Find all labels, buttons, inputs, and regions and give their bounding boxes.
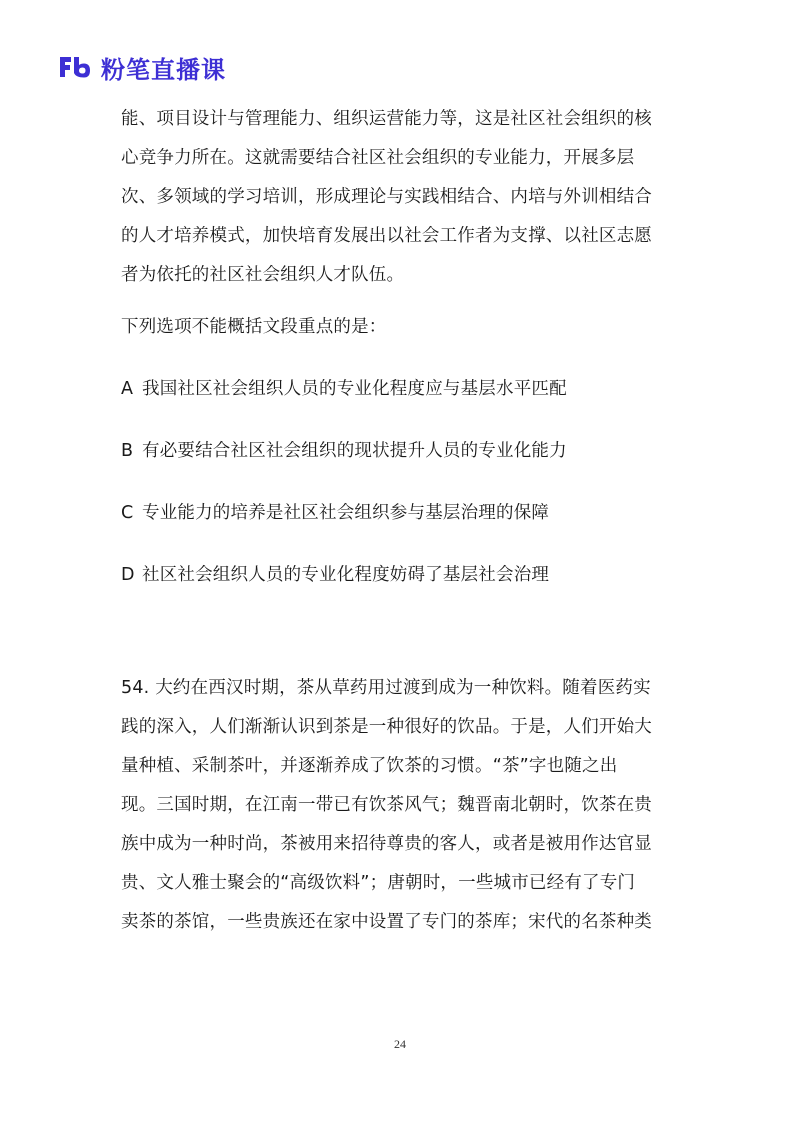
- option-letter: D: [121, 565, 135, 585]
- option-b: [121, 432, 681, 471]
- brand-title: 粉笔直播课: [101, 55, 226, 84]
- option-d: [121, 556, 681, 595]
- fb-logo-icon: [57, 54, 93, 80]
- text-line: 心竞争力所在。这就需要结合社区社会组织的专业能力，开展多层: [121, 148, 635, 168]
- passage-54: [121, 669, 681, 942]
- text-line: 的人才培养模式，加快培育发展出以社会工作者为支撑、以社区志愿: [121, 226, 652, 246]
- header: [57, 50, 226, 84]
- option-letter: A: [121, 379, 134, 399]
- option-a: [121, 370, 681, 409]
- document-body: [121, 100, 681, 942]
- text-line: 次、多领域的学习培训，形成理论与实践相结合、内培与外训相结合: [121, 187, 652, 207]
- text-line: 卖茶的茶馆，一些贵族还在家中设置了专门的茶库；宋代的名茶种类: [121, 912, 652, 932]
- text-line: 贵、文人雅士聚会的“高级饮料”；唐朝时，一些城市已经有了专门: [121, 873, 636, 893]
- text-line: 54. 大约在西汉时期，茶从草药用过渡到成为一种饮料。随着医药实: [121, 678, 651, 698]
- option-letter: C: [121, 503, 134, 523]
- option-text: 专业能力的培养是社区社会组织参与基层治理的保障: [142, 503, 550, 523]
- text-line: 量种植、采制茶叶，并逐渐养成了饮茶的习惯。“茶”字也随之出: [121, 756, 618, 776]
- question-stem: 下列选项不能概括文段重点的是：: [121, 317, 387, 337]
- option-letter: B: [121, 441, 134, 461]
- option-c: [121, 494, 681, 533]
- text-line: 者为依托的社区社会组织人才队伍。: [121, 265, 405, 285]
- text-line: 现。三国时期，在江南一带已有饮茶风气；魏晋南北朝时，饮茶在贵: [121, 795, 652, 815]
- text-line: 能、项目设计与管理能力、组织运营能力等，这是社区社会组织的核: [121, 109, 652, 129]
- passage-continuation: [121, 100, 681, 295]
- text-line: 践的深入，人们渐渐认识到茶是一种很好的饮品。于是，人们开始大: [121, 717, 652, 737]
- option-text: 有必要结合社区社会组织的现状提升人员的专业化能力: [142, 441, 567, 461]
- option-text: 社区社会组织人员的专业化程度妨碍了基层社会治理: [142, 565, 550, 585]
- option-text: 我国社区社会组织人员的专业化程度应与基层水平匹配: [142, 379, 567, 399]
- page-number: 24: [394, 1037, 406, 1051]
- text-line: 族中成为一种时尚，茶被用来招待尊贵的客人，或者是被用作达官显: [121, 834, 652, 854]
